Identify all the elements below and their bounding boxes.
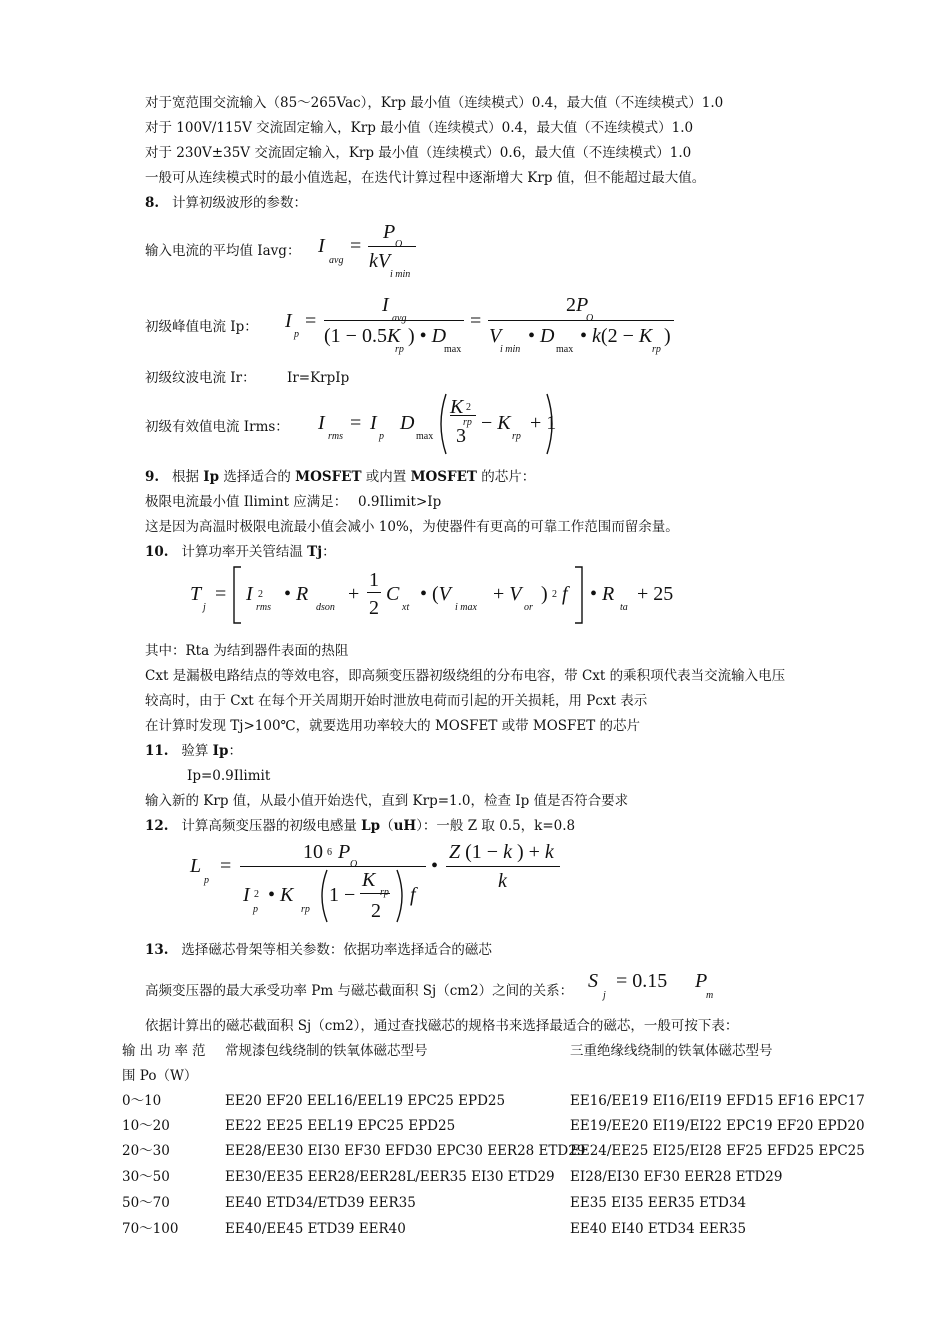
step8-title: 计算初级波形的参数： (171, 195, 307, 211)
left-paren-icon (434, 392, 448, 456)
step9-heading (145, 468, 535, 486)
krp-wide-range-line: 对于宽范围交流输入（85～265Vac），Krp 最小值（连续模式）0.4，最大值（不连续模式）1.0 (145, 95, 724, 111)
step11-number: 11. (145, 743, 169, 759)
table-cell-enamel: EE40 ETD34/ETD39 EER35 (225, 1195, 416, 1211)
ilimit-condition-formula: 0.9Ilimit>Ip (358, 494, 442, 510)
ip-check-formula: Ip=0.9Ilimit (187, 768, 271, 784)
step9-text-b: Ip (203, 469, 220, 485)
ip-label: 初级峰值电流 Ip： (145, 319, 258, 335)
step10-title-bold: Tj (307, 544, 323, 560)
table-cell-triple: EE40 EI40 ETD34 EER35 (570, 1221, 747, 1237)
table-header-power: 输出功率范 (122, 1043, 210, 1059)
step10-title: 计算功率开关管结温 (181, 544, 308, 560)
step10-title-end: ： (322, 544, 336, 560)
step10-number: 10. (145, 544, 169, 560)
step11-heading (145, 742, 242, 760)
step12-title: 计算高频变压器的初级电感量 (181, 818, 362, 834)
table-header-enamel: 常规漆包线绕制的铁氧体磁芯型号 (225, 1043, 428, 1059)
table-cell-enamel: EE40/EE45 ETD39 EER40 (225, 1221, 406, 1237)
ir-label: 初级纹波电流 Ir： (145, 370, 256, 386)
step9-number: 9. (145, 469, 160, 485)
step10-heading (145, 543, 336, 561)
step11-title-bold: Ip (212, 743, 229, 759)
step9-text-g: 的芯片： (476, 469, 536, 485)
irms-label: 初级有效值电流 Irms： (145, 419, 289, 435)
table-cell-triple: EE16/EE19 EI16/EI19 EFD15 EF16 EPC17 (570, 1093, 865, 1109)
step12-heading (145, 817, 575, 835)
ir-formula: Ir=KrpIp (287, 370, 350, 386)
step9-text-c: 选择适合的 (219, 469, 296, 485)
table-cell-enamel: EE20 EF20 EEL16/EEL19 EPC25 EPD25 (225, 1093, 506, 1109)
table-cell-power: 0～10 (122, 1093, 162, 1109)
table-cell-triple: EI28/EI30 EF30 EER28 ETD29 (570, 1169, 783, 1185)
table-cell-power: 70～100 (122, 1221, 179, 1237)
step11-title: 验算 (181, 743, 213, 759)
step8-number: 8. (145, 195, 160, 211)
cxt-note-2: 较高时，由于 Cxt 在每个开关周期开始时泄放电荷而引起的开关损耗，用 Pcxt 表示 (145, 693, 648, 709)
pm-sj-relation-label: 高频变压器的最大承受功率 Pm 与磁芯截面积 Sj（cm2）之间的关系： (145, 983, 574, 999)
step12-title-bold: Lp (361, 818, 381, 834)
step13-title: 选择磁芯骨架等相关参数：依据功率选择适合的磁芯 (181, 942, 492, 958)
right-paren-icon (545, 392, 559, 456)
rta-note: 其中：Rta 为结到器件表面的热阻 (145, 643, 349, 659)
step13-number: 13. (145, 942, 169, 958)
lp-right-paren-icon (395, 868, 409, 924)
step13-heading (145, 941, 492, 959)
table-cell-triple: EE35 EI35 EER35 ETD34 (570, 1195, 747, 1211)
step9-text-f: MOSFET (410, 469, 477, 485)
krp-iteration-line: 一般可从连续模式时的最小值选起，在迭代计算过程中逐渐增大 Krp 值，但不能超过最大值。 (145, 170, 706, 186)
step9-text-e: 或内置 (361, 469, 411, 485)
step11-title-end: ： (228, 743, 242, 759)
table-cell-power: 30～50 (122, 1169, 170, 1185)
krp-100v-line: 对于 100V/115V 交流固定输入，Krp 最小值（连续模式）0.4，最大值（不连续模式）1.0 (145, 120, 694, 136)
step9-text-d: MOSFET (295, 469, 362, 485)
table-cell-enamel: EE22 EE25 EEL19 EPC25 EPD25 (225, 1118, 456, 1134)
step12-title-bold2: uH (393, 818, 417, 834)
table-cell-triple: EE24/EE25 EI25/EI28 EF25 EFD25 EPC25 (570, 1143, 865, 1159)
table-cell-enamel: EE30/EE35 EER28/EER28L/EER35 EI30 ETD29 (225, 1169, 555, 1185)
tj-limit-note: 在计算时发现 Tj>100℃，就要选用功率较大的 MOSFET 或带 MOSFET 的芯片 (145, 718, 641, 734)
step12-title-mid: （ (380, 818, 394, 834)
krp-230v-line: 对于 230V±35V 交流固定输入，Krp 最小值（连续模式）0.6，最大值（不连续模式）1.0 (145, 145, 692, 161)
table-cell-power: 10～20 (122, 1118, 170, 1134)
table-cell-power: 50～70 (122, 1195, 170, 1211)
table-cell-triple: EE19/EE20 EI19/EI22 EPC19 EF20 EPD20 (570, 1118, 865, 1134)
core-table-intro: 依据计算出的磁芯截面积 Sj（cm2），通过查找磁芯的规格书来选择最适合的磁芯，一般可按下表： (145, 1018, 739, 1034)
right-bracket-icon (574, 566, 584, 624)
step8-heading (145, 194, 307, 212)
iavg-label: 输入电流的平均值 Iavg： (145, 243, 301, 259)
krp-iterate-note: 输入新的 Krp 值，从最小值开始迭代，直到 Krp=1.0，检查 Ip 值是否符合要求 (145, 793, 629, 809)
table-cell-enamel: EE28/EE30 EI30 EF30 EFD30 EPC30 EER28 ETD29 (225, 1143, 586, 1159)
left-bracket-icon (232, 566, 242, 624)
step12-title-end: ）：一般 Z 取 0.5，k=0.8 (416, 818, 576, 834)
ilimit-condition-label: 极限电流最小值 Ilimint 应满足： (145, 494, 348, 510)
lp-left-paren-icon (315, 868, 329, 924)
table-cell-power: 20～30 (122, 1143, 170, 1159)
step9-text-a: 根据 (171, 469, 204, 485)
table-header-triple: 三重绝缘线绕制的铁氧体磁芯型号 (570, 1043, 773, 1059)
ilimit-reason-line: 这是因为高温时极限电流最小值会减小 10%，为使器件有更高的可靠工作范围而留余量。 (145, 519, 679, 535)
step12-number: 12. (145, 818, 169, 834)
cxt-note-1: Cxt 是漏极电路结点的等效电容，即高频变压器初级绕组的分布电容，带 Cxt 的乘积项代表当交流输入电压 (145, 668, 786, 684)
table-header-power-cont: 围 Po（W） (122, 1068, 198, 1084)
